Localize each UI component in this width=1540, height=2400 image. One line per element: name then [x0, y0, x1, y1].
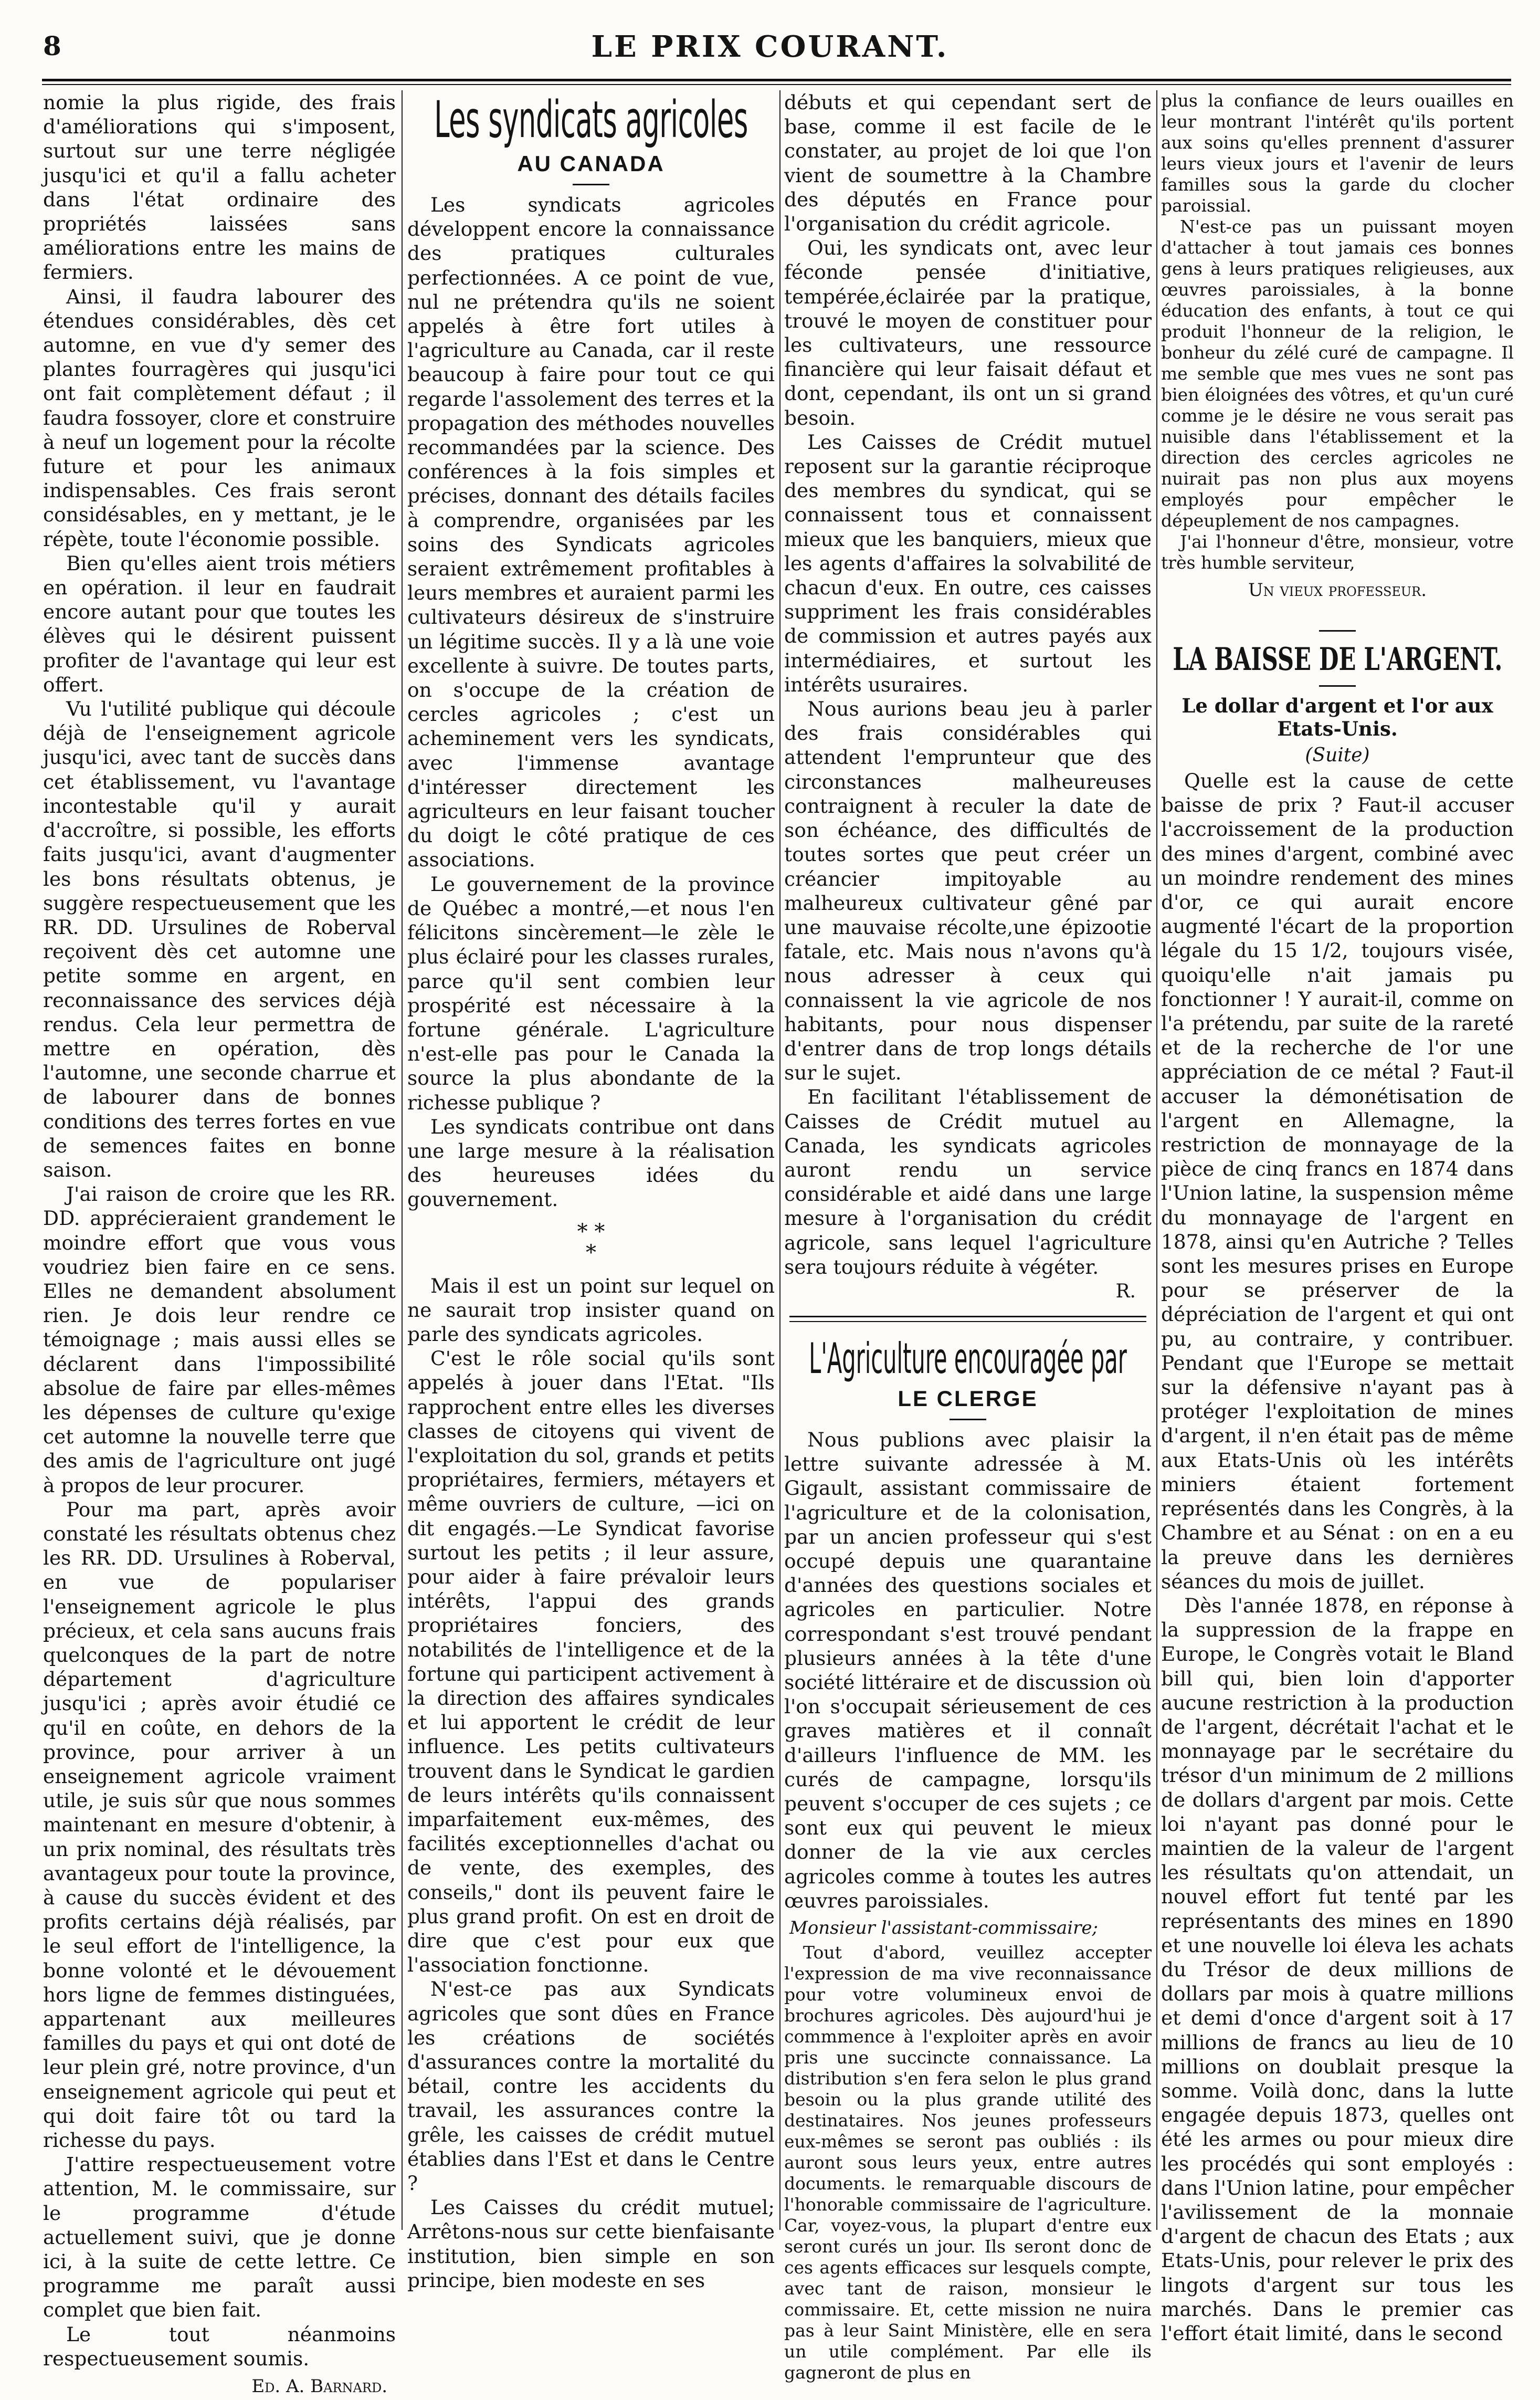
paragraph: N'est-ce pas aux Syndicats agricoles que sont dûes en France les créations de sociétés d'assurances contre la mortalité du bétail, contre les accidents du travail, les assurances contre la grêle, les caisses de crédit mutuel établies dans l'Est et dans le Centre ?: [407, 1977, 775, 2195]
paragraph: Vu l'utilité publique qui découle déjà de l'enseignement agricole jusqu'ici, avec tant de succès dans cet établissement, vu l'avantage incontestable qu'il y aurait d'accroître, si possible, les efforts faits jusqu'ici, avant d'augmenter les bons résultats obtenus, je suggère respectueusement que les RR. DD. Ursulines de Roberval reçoivent dès cet automne une petite somme en argent, en reconnaissance des services déjà rendus. Cela leur permettra de mettre en opération, dès l'automne, une seconde charrue et de labourer dans de bonnes conditions des terres fortes en vue de semences faites en bonne saison.: [43, 697, 396, 1181]
signature: Ed. A. Barnard.: [251, 2376, 387, 2397]
letter-paragraph: Tout d'abord, veuillez accepter l'expression de ma vive reconnaissance pour votre volumineux envoi de brochures agricoles. Dès aujourd'hui je commmence à l'exploiter après en avoir pris une succincte connaissance. La distribution s'en fera selon le plus grand besoin ou la plus grande utilité des destinataires. Nos jeunes professeurs eux-mêmes se seront pas oubliés : ils auront sous leurs yeux, entre autres documents. le remarquable discours de l'honorable commissaire de l'agriculture. Car, voyez-vous, la plupart d'entre eux seront curés un jour. Ils seront donc de ces agents efficaces sur lesquels compte, avec tant de raison, monsieur le commissaire. Et, cette mission ne nuira pas à leur Saint Ministère, elle en sera un utile complément. Par elle ils gagneront de plus en: [784, 1942, 1152, 2383]
column-divider: [1156, 90, 1157, 2230]
paragraph: Quelle est la cause de cette baisse de prix ? Faut-il accuser l'accroissement de la production des mines d'argent, combiné avec un moindre rendement des mines d'or, ce qui aurait encore augmenté l'écart de la proportion légale du 15 1/2, toujours visée, quoiqu'elle n'ait jamais pu fonctionner ! Y aurait-il, comme on l'a prétendu, par suite de la rareté et de la recherche de l'or une appréciation de ce métal ? Faut-il accuser la démonétisation de l'argent en Allemagne, la restriction de monnayage de la pièce de cinq francs en 1874 dans l'Union latine, la suspension même du monnayage de l'argent en 1878, ainsi qu'en Autriche ? Telles sont les mesures prises en Europe pour se préserver de la dépréciation de l'argent et qui ont pu, au contraire, y contribuer. Pendant que l'Europe se mettait sur la défensive n'ayant pas à protéger l'exploitation de mines d'argent, il n'en était pas de même aux Etats-Unis où les intérêts miniers étaient fortement représentés dans les Congrès, à la Chambre et au Sénat : on en a eu la preuve dans les dernières séances du mois de juillet.: [1161, 769, 1514, 1593]
section-rule: [789, 1316, 1146, 1322]
article-title: Les syndicats agricoles: [434, 90, 748, 149]
paragraph: Les syndicats agricoles développent encore la connaissance des pratiques culturales perfectionnées. A ce point de vue, nul ne prétendra qu'ils ne soient appelés à être fort utiles à l'agriculture au Canada, car il reste beaucoup à faire pour tout ce qui regarde l'assolement des terres et la propagation des méthodes nouvelles recommandées par la science. Des conférences à la fois simples et précises, donnant des détails faciles à comprendre, organisées par les soins des Syndicats agricoles seraient extrêmement profitables à leurs membres et auraient parmi les cultivateurs désireux de s'instruire un légitime succès. Il y a là une voie excellente à suivre. De toutes parts, on s'occupe de la création de cercles agricoles ; c'est un acheminement vers les syndicats, avec l'immense avantage d'intéresser directement les agriculteurs en leur faisant toucher du doigt le côté pratique de ces associations.: [407, 193, 775, 872]
paragraph: Mais il est un point sur lequel on ne saurait trop insister quand on parle des syndicats agricoles.: [407, 1274, 775, 1346]
paragraph: Oui, les syndicats ont, avec leur féconde pensée d'initiative, tempérée,éclairée par la pratique, trouvé le moyen de constituer pour les cultivateurs, une ressource financière qui leur faisait défaut et dont, cependant, ils ont un si grand besoin.: [784, 236, 1152, 429]
column-divider: [402, 90, 403, 2230]
letter-paragraph: plus la confiance de leurs ouailles en leur montrant l'intérêt qu'ils portent aux soins qu'elles prennent d'assurer leurs vieux jours et l'avenir de leurs familles sous la garde du clocher paroissial.: [1161, 90, 1514, 216]
article-continued-label: (Suite): [1305, 745, 1370, 766]
paragraph: Les syndicats contribue ont dans une large mesure à la réalisation des heureuses idées du gouvernement.: [407, 1115, 775, 1211]
article-deck: Le dollar d'argent et l'or aux Etats-Unis.: [1182, 694, 1493, 740]
letter-salutation: Monsieur l'assistant-commissaire;: [789, 1917, 1099, 1939]
title-rule: [1319, 685, 1356, 687]
article-title: LA BAISSE DE L'ARGENT.: [1173, 641, 1502, 678]
author-initial: R.: [1115, 1280, 1136, 1302]
paragraph: Le tout néanmoins respectueusement soumis.: [43, 2322, 396, 2370]
paragraph: Bien qu'elles aient trois métiers en opération. il leur en faudrait encore autant pour que toutes les élèves qui le désirent puissent profiter de l'avantage qui leur est offert.: [43, 551, 396, 696]
letter-signature: Un vieux professeur.: [1248, 580, 1427, 601]
asterism-divider: * * *: [577, 1219, 605, 1265]
paragraph: J'ai raison de croire que les RR. DD. apprécieraient grandement le moindre effort que vous vous voudriez bien faire en ce sens. Elles ne demandent absolument rien. Je dois leur rendre ce témoignage ; mais aussi elles se déclarent dans l'impossibilité absolue de faire par elles-mêmes les dépenses de culture qu'exige cet automne la nouvelle terre que des amis de l'agriculture ont jugé à propos de leur procurer.: [43, 1182, 396, 1497]
paragraph: Les Caisses du crédit mutuel; Arrêtons-nous sur cette bienfaisante institution, bien simple en son principe, bien modeste en ses: [407, 2196, 775, 2292]
journal-title: LE PRIX COURANT.: [591, 29, 949, 64]
paragraph: J'attire respectueusement votre attention, M. le commissaire, sur le programme d'étude actuellement suivi, que je donne ici, à la suite de cette lettre. Ce programme me paraît aussi complet que bien fait.: [43, 2153, 396, 2322]
letter-paragraph: J'ai l'honneur d'être, monsieur, votre très humble serviteur,: [1161, 531, 1514, 573]
paragraph: C'est le rôle social qu'ils sont appelés à jouer dans l'Etat. "Ils rapprochent entre elles les diverses classes de citoyens qui vivent de l'exploitation du sol, grands et petits propriétaires, fermiers, métayers et même ouvriers de culture, —ici on dit engagés.—Le Syndicat favorise surtout les petits ; il leur assure, pour aider à faire prévaloir leurs intérêts, l'appui des grands propriétaires fonciers, des notabilités de l'intelligence et de la fortune qui participent activement à la direction des affaires syndicales et lui apportent le crédit de leur influence. Les petits cultivateurs trouvent dans le Syndicat le gardien de leurs intérêts qu'ils connaissent imparfaitement eux-mêmes, des facilités exceptionnelles d'achat ou de vente, des exemples, des conseils," dont ils peuvent faire le plus grand profit. On est en droit de dire que c'est pour eux que l'association fonctionne.: [407, 1347, 775, 1977]
header-rule: [42, 79, 1511, 85]
column-4: [1161, 90, 1514, 2345]
paragraph: nomie la plus rigide, des frais d'améliorations qui s'imposent, surtout sur une terre négligée jusqu'ici et qu'il a fallu acheter dans l'état ordinaire des propriétés laissées sans améliorations entre les mains de fermiers.: [43, 91, 396, 284]
paragraph: Dès l'année 1878, en réponse à la suppression de la frappe en Europe, le Congrès votait le Bland bill qui, bien loin d'apporter aucune restriction à la production de l'argent, décrétait l'achat et le monnayage par le secrétaire du trésor d'un minimum de 2 millions de dollars d'argent par mois. Cette loi n'ayant pas donné pour le maintien de la valeur de l'argent les résultats qu'on attendait, un nouvel effort fut tenté par les représentants des mines en 1890 et une nouvelle loi éleva les achats du Trésor de deux millions de dollars par mois à quatre millions et demi d'once d'argent soit à 17 millions de francs au lieu de 10 millions on doublait presque la somme. Voilà donc, dans la lutte engagée depuis 1873, quelles ont été les armes ou pour mieux dire les procédés qui sont employés : dans l'Union latine, pour empêcher l'avilissement de la monnaie d'argent de chacun des Etats ; aux Etats-Unis, pour relever le prix des lingots d'argent sur tous les marchés. Dans le premier cas l'effort était limité, dans le second: [1161, 1594, 1514, 2345]
paragraph: Nous publions avec plaisir la lettre suivante adressée à M. Gigault, assistant commissaire de l'agriculture et de la colonisation, par un ancien professeur qui s'est occupé depuis une quarantaine d'années des questions sociales et agricoles en particulier. Notre correspondant s'est trouvé pendant plusieurs années à la tête d'une société littéraire et de discussion où l'on s'occupait sérieusement de ces graves matières et il connaît d'ailleurs l'influence de MM. les curés de campagne, lorsqu'ils peuvent s'occuper de ces sujets ; ce sont eux qui peuvent le mieux donner de la vie aux cercles agricoles comme à toutes les autres œuvres paroissiales.: [784, 1428, 1152, 1912]
paragraph: Pour ma part, après avoir constaté les résultats obtenus chez les RR. DD. Ursulines à Roberval, en vue de populariser l'enseignement agricole le plus précieux, et cela sans aucuns frais quelconques de la part de notre département d'agriculture jusqu'ici ; après avoir étudié ce qu'il en coûte, en dehors de la province, pour arriver à un enseignement agricole vraiment utile, je suis sûr que nous sommes maintenant en mesure d'obtenir, à un prix nominal, des résultats très avantageux pour toute la province, à cause du succès évident et des profits certains déjà réalisés, par le seul effort de l'intelligence, la bonne volonté et le dévouement hors ligne de femmes distinguées, appartenant aux meilleures familles du pays et qui ont doté de leur plein gré, notre province, d'un enseignement agricole qui peut et qui doit faire tôt ou tard la richesse du pays.: [43, 1497, 396, 2152]
column-2: [407, 90, 775, 2292]
column-1: [43, 90, 396, 2397]
column-divider: [779, 90, 780, 2230]
article-title: L'Agriculture encouragée par: [809, 1334, 1127, 1383]
paragraph: Les Caisses de Crédit mutuel reposent sur la garantie réciproque des membres du syndicat, qui se connaissent tous et connaissent mieux que les banquiers, mieux que les agents d'affaires la solvabilité de chacun d'eux. En outre, ces caisses suppriment les frais considérables de commission et autres payés aux intermédiaires, et surtout les intérêts usuraires.: [784, 430, 1152, 696]
paragraph: débuts et qui cependant sert de base, comme il est facile de le constater, au projet de loi que l'on vient de soumettre à la Chambre des députés en France pour l'organisation du crédit agricole.: [784, 91, 1152, 236]
page-number: 8: [43, 30, 61, 61]
title-rule: [950, 1419, 986, 1420]
title-rule: [573, 184, 609, 185]
letter-paragraph: N'est-ce pas un puissant moyen d'attacher à tout jamais ces bonnes gens à leurs pratiques religieuses, aux œuvres paroissiales, à la bonne éducation des enfants, à tout ce qui produit l'honneur de la religion, le bonheur du zélé curé de campagne. Il me semble que mes vues ne sont pas bien éloignées des vôtres, et qu'un curé comme je le désire ne vous serait pas nuisible dans l'établissement et la direction des cercles agricoles ne nuirait pas non plus aux moyens employés pour empêcher le dépeuplement de nos campagnes.: [1161, 216, 1514, 531]
paragraph: Nous aurions beau jeu à parler des frais considérables qui attendent l'emprunteur que des circonstances malheureuses contraignent à reculer la date de son échéance, des difficultés de toutes sortes que peut créer un créancier impitoyable au malheureux cultivateur gêné par une mauvaise récolte,une épizootie fatale, etc. Mais nous n'avons qu'à nous adresser à ceux qui connaissent la vie agricole de nos habitants, pour nous dispenser d'entrer dans de trop longs détails sur le sujet.: [784, 697, 1152, 1085]
paragraph: Ainsi, il faudra labourer des étendues considérables, dès cet automne, en vue d'y semer des plantes fourragères qui jusqu'ici ont fait complètement défaut ; il faudra fossoyer, clore et construire à neuf un logement pour la récolte future et pour les animaux indispensables. Ces frais seront considésables, en y mettant, je le répète, toute l'économie possible.: [43, 285, 396, 551]
paragraph: Le gouvernement de la province de Québec a montré,—et nous l'en félicitons sincèrement—le zèle le plus éclairé pour les classes rurales, parce qu'il sent combien leur prospérité est nécessaire à la fortune générale. L'agriculture n'est-elle pas pour le Canada la source la plus abondante de la richesse publique ?: [407, 872, 775, 1114]
column-3: [784, 90, 1152, 2383]
article-subtitle: AU CANADA: [517, 151, 665, 176]
paragraph: En facilitant l'établissement de Caisses de Crédit mutuel au Canada, les syndicats agricoles auront rendu un service considérable et aidé dans une large mesure à l'organisation du crédit agricole, sans lequel l'agriculture sera toujours réduite à végéter.: [784, 1085, 1152, 1278]
article-subtitle: LE CLERGE: [898, 1386, 1038, 1411]
section-rule: [1319, 630, 1356, 632]
